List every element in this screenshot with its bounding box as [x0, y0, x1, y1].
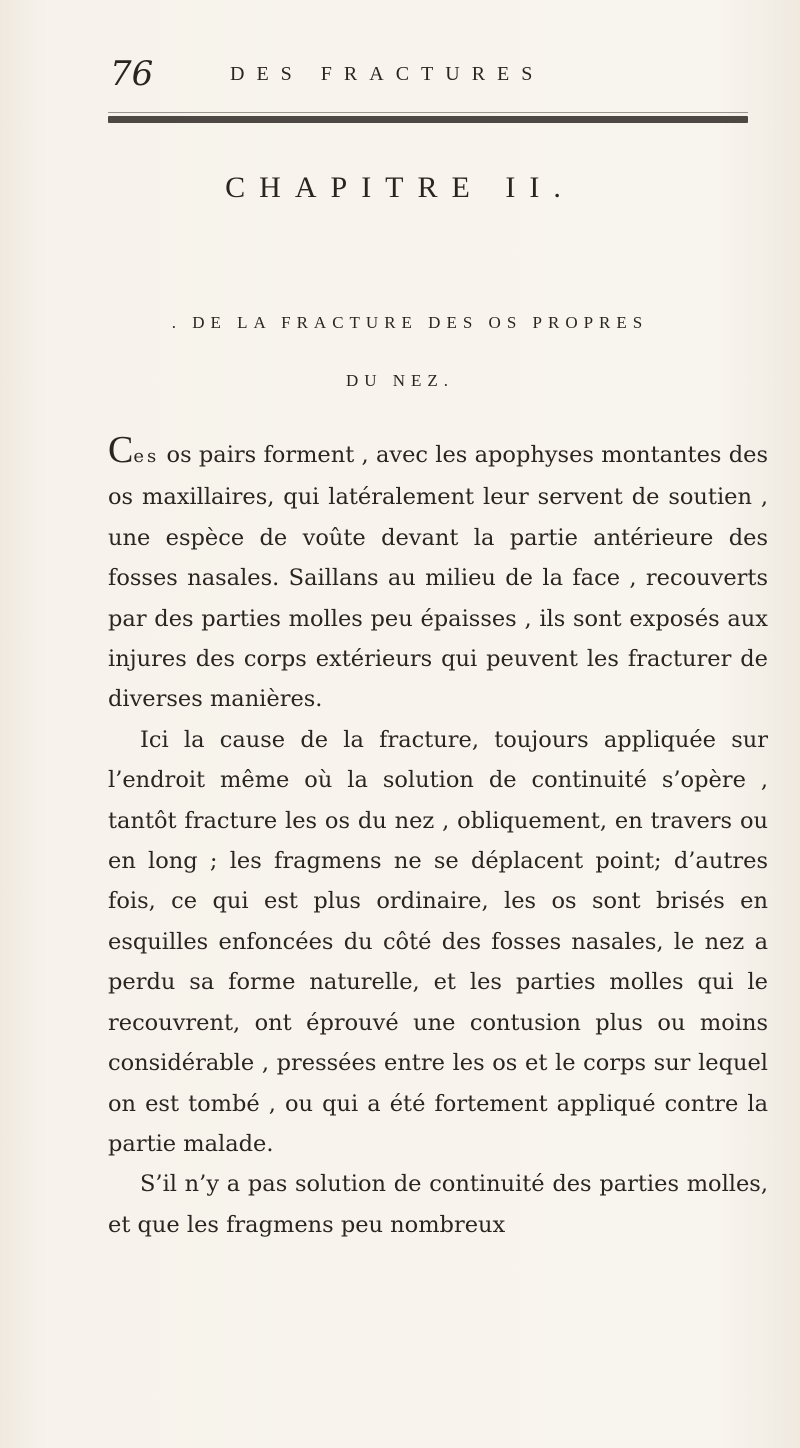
drop-letter: C — [108, 429, 134, 471]
header-rule-thin — [108, 112, 748, 113]
chapter-title: CHAPITRE II. — [225, 171, 575, 204]
running-head: DES FRACTURES — [230, 63, 545, 85]
first-word-rest: es — [133, 446, 160, 467]
page-header — [110, 52, 750, 96]
header-rule — [108, 116, 748, 123]
paragraph-1-text: os pairs forment , avec les apophyses montantes des os maxillaires, qui latéralement leur servent de soutien , une espèce de voûte devant la partie antérieure des fosses nasales. Saillans au milieu de la face , recouverts par des parties molles peu épaisses , ils sont exposés aux injures des corps extérieurs qui peuvent les fracturer de diverses manières. — [108, 442, 768, 713]
page-number: 76 — [110, 54, 154, 94]
paragraph-1 — [108, 429, 768, 720]
chapter-subtitle-line1: . DE LA FRACTURE DES OS PROPRES — [171, 313, 649, 332]
body-text — [108, 429, 768, 1245]
paragraph-2: Ici la cause de la fracture, toujours appliquée sur l’endroit même où la solution de continuité s’opère , tantôt fracture les os du nez , obliquement, en travers ou en long ; les fragmens ne se déplacent point; d’autres fois, ce qui est plus ordinaire, les os sont brisés en esquilles enfoncées du côté des fosses nasales, le nez a perdu sa forme naturelle, et les parties molles qui le recouvrent, ont éprouvé une contusion plus ou moins considérable , pressées entre les os et le corps sur lequel on est tombé , ou qui a été fortement appliqué contre la partie malade. — [108, 726, 768, 1157]
chapter-subtitle-line2: DU NEZ. — [345, 371, 455, 390]
paragraph-3: S’il n’y a pas solution de continuité des parties molles, et que les fragmens peu nombreux — [108, 1171, 768, 1238]
